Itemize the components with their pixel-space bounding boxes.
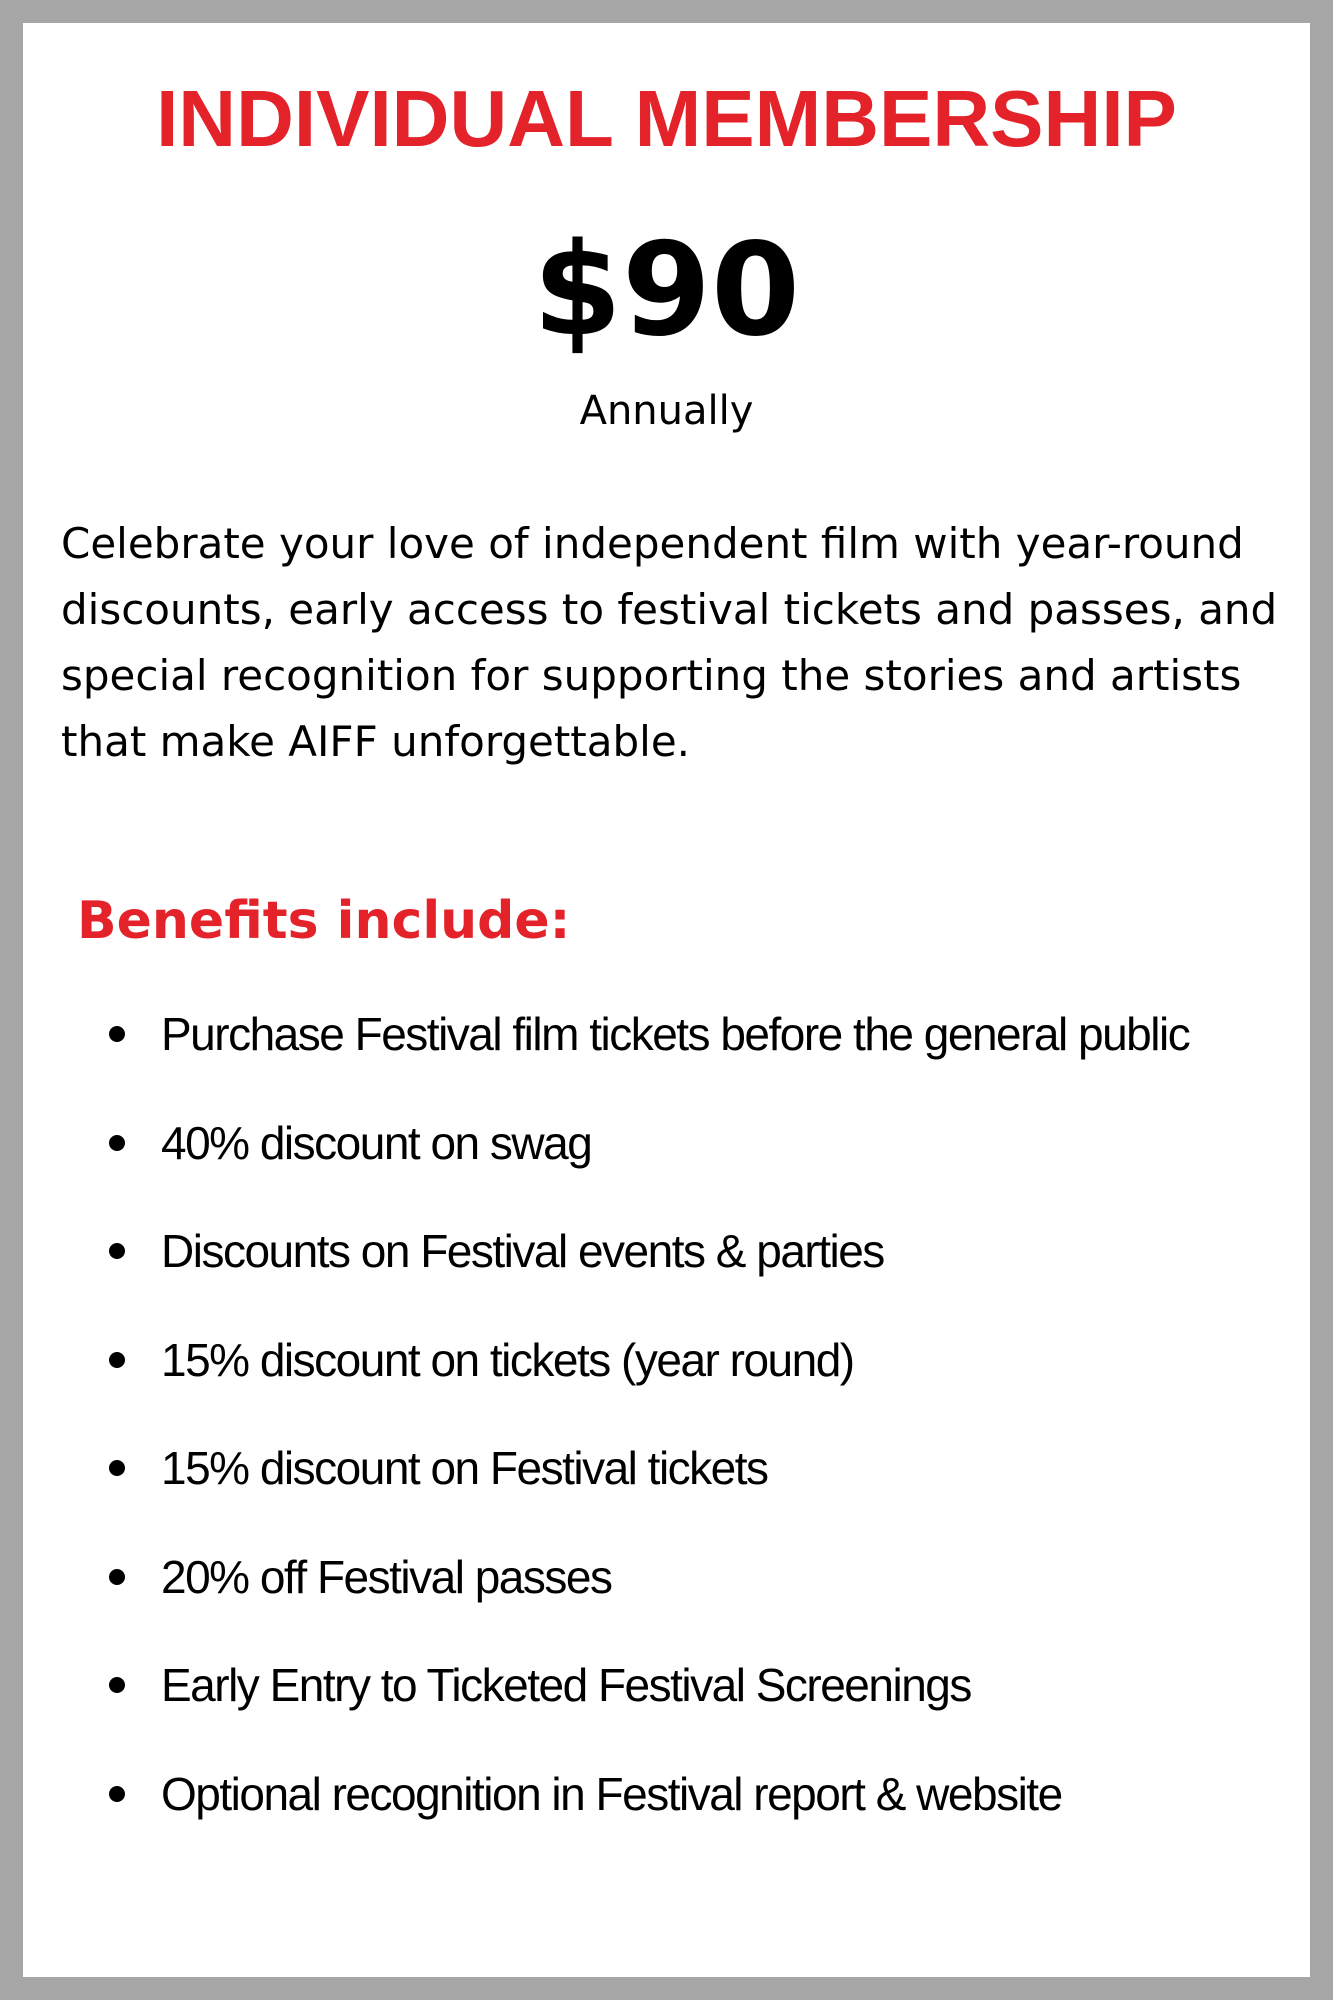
benefit-text: Discounts on Festival events & parties bbox=[161, 1225, 884, 1277]
benefit-item bbox=[23, 1761, 1310, 1870]
benefit-item bbox=[23, 1218, 1310, 1327]
benefit-text: 40% discount on swag bbox=[161, 1116, 592, 1169]
bullet-icon bbox=[109, 1135, 125, 1151]
benefit-text: 15% discount on tickets (year round) bbox=[161, 1333, 854, 1386]
benefits-heading: Benefits include: bbox=[77, 891, 571, 951]
billing-period: Annually bbox=[579, 388, 754, 434]
membership-price: $90 bbox=[532, 216, 801, 365]
benefit-text: 15% discount on Festival tickets bbox=[161, 1442, 768, 1494]
benefit-item bbox=[23, 1001, 1310, 1110]
benefit-text: 20% off Festival passes bbox=[161, 1550, 612, 1603]
membership-card bbox=[23, 23, 1310, 1977]
benefits-list bbox=[23, 1001, 1310, 1869]
bullet-icon bbox=[109, 1677, 125, 1693]
benefit-item bbox=[23, 1652, 1310, 1761]
bullet-icon bbox=[109, 1460, 125, 1476]
benefit-text: Early Entry to Ticketed Festival Screenings bbox=[161, 1659, 971, 1711]
benefit-item bbox=[23, 1327, 1310, 1436]
bullet-icon bbox=[109, 1352, 125, 1368]
membership-title: INDIVIDUAL MEMBERSHIP bbox=[156, 74, 1177, 163]
benefit-item bbox=[23, 1544, 1310, 1653]
benefit-item bbox=[23, 1110, 1310, 1219]
benefit-text: Optional recognition in Festival report & website bbox=[161, 1767, 1062, 1820]
bullet-icon bbox=[109, 1243, 125, 1259]
membership-description: Celebrate your love of independent film with year-round discounts, early access to festival tickets and passes, and special recognition for supporting the stories and artists that make AIFF unforgettable. bbox=[61, 519, 1278, 766]
bullet-icon bbox=[109, 1569, 125, 1585]
bullet-icon bbox=[109, 1786, 125, 1802]
bullet-icon bbox=[109, 1026, 125, 1042]
benefit-text: Purchase Festival film tickets before the general public bbox=[161, 1008, 1190, 1060]
benefit-item bbox=[23, 1435, 1310, 1544]
